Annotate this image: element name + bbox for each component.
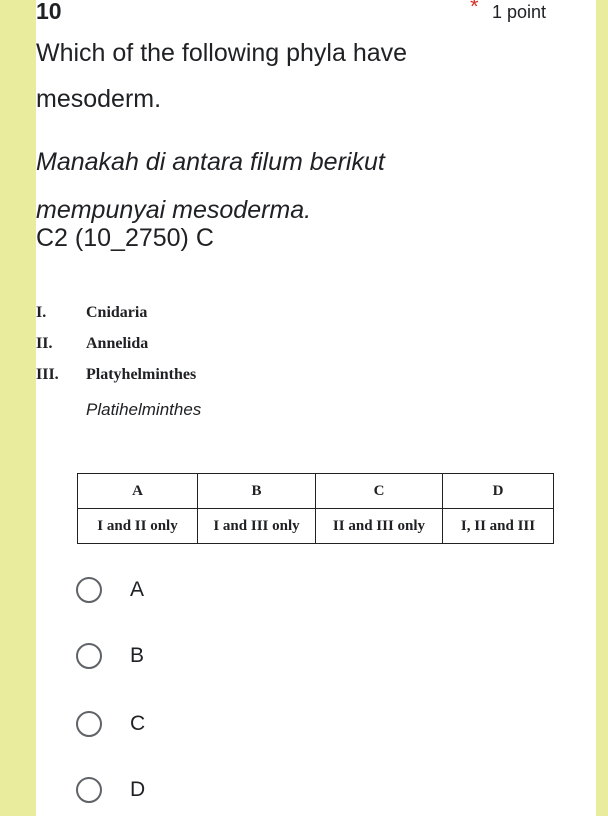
- list-item-label: Cnidaria: [86, 304, 148, 321]
- question-code: C2 (10_2750) C: [36, 224, 214, 252]
- table-cell: I, II and III: [443, 509, 554, 544]
- list-item-number: III.: [36, 366, 59, 383]
- list-item-label: Annelida: [86, 335, 149, 352]
- phyla-list: [36, 304, 196, 397]
- question-text-english: Which of the following phyla have mesoderm.: [36, 39, 408, 113]
- list-item: [36, 304, 196, 335]
- list-item: [36, 335, 196, 366]
- choice-c[interactable]: [76, 709, 145, 739]
- list-item: [36, 366, 196, 397]
- table-header-cell: D: [443, 474, 554, 509]
- list-alt-spelling: Platihelminthes: [86, 400, 202, 419]
- choice-b[interactable]: [76, 641, 144, 671]
- radio-button[interactable]: [76, 643, 102, 669]
- radio-button[interactable]: [76, 577, 102, 603]
- list-item-number: II.: [36, 335, 53, 352]
- page-margin: [596, 0, 608, 816]
- choice-label: D: [130, 778, 146, 801]
- options-table: [77, 473, 554, 544]
- list-item-label: Platyhelminthes: [86, 366, 197, 383]
- choice-d[interactable]: [76, 775, 145, 805]
- table-header-row: [78, 474, 554, 509]
- required-marker: *: [470, 0, 479, 19]
- choice-label: B: [130, 644, 145, 667]
- table-row: [78, 509, 554, 544]
- choice-label: A: [130, 578, 145, 601]
- choice-a[interactable]: [76, 575, 144, 605]
- table-cell: I and II only: [78, 509, 198, 544]
- table-cell: I and III only: [198, 509, 316, 544]
- choice-label: C: [130, 712, 146, 735]
- question-number: 10: [36, 0, 62, 24]
- question-text-malay: Manakah di antara filum berikut mempunyai mesoderma.: [36, 148, 385, 224]
- table-header-cell: B: [198, 474, 316, 509]
- radio-button[interactable]: [76, 711, 102, 737]
- table-header-cell: C: [316, 474, 443, 509]
- points-label: 1 point: [492, 2, 547, 22]
- radio-button[interactable]: [76, 777, 102, 803]
- table-header-cell: A: [78, 474, 198, 509]
- table-cell: II and III only: [316, 509, 443, 544]
- list-item-number: I.: [36, 304, 47, 321]
